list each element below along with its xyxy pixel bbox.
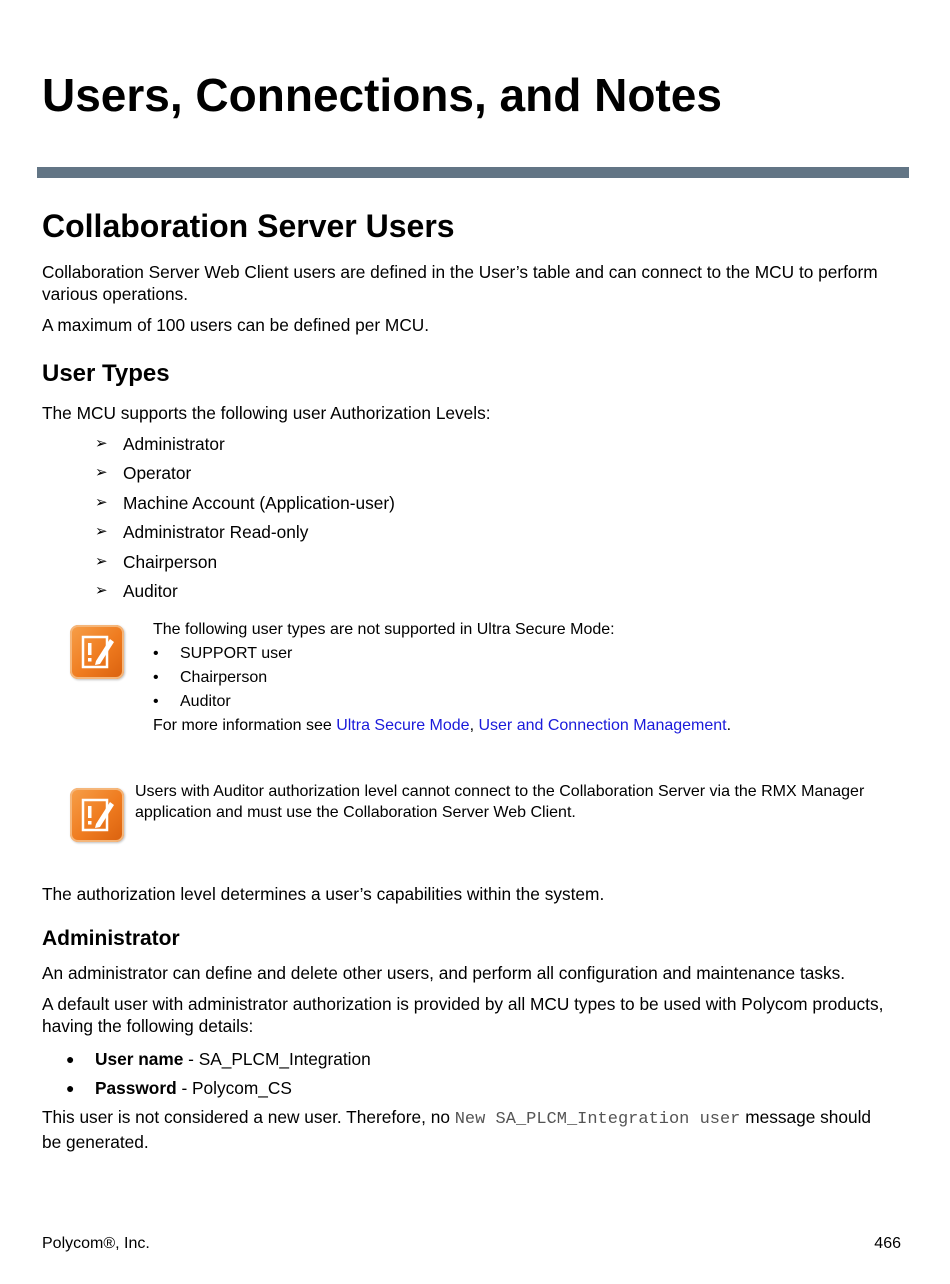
note-list [153,642,893,714]
bullet-icon: • [153,645,159,662]
closing-paragraph [42,1106,892,1153]
max-users-paragraph: A maximum of 100 users can be defined per MCU. [42,315,430,335]
intro-paragraph: Collaboration Server Web Client users are defined in the User’s table and can connect to the MCU to perform various operations. [42,262,878,304]
user-types-list [95,432,395,608]
list-item [66,1074,371,1103]
closing-prefix: This user is not considered a new user. Therefore, no [42,1107,455,1127]
note-intro: The following user types are not supported in Ultra Secure Mode: [153,621,615,638]
bullet-icon: ● [66,1080,75,1096]
default-user-details [66,1045,371,1103]
detail-label: User name [95,1049,184,1069]
note-ultra-secure [153,618,893,738]
message-code: New SA_PLCM_Integration user [454,1110,741,1129]
detail-value: - SA_PLCM_Integration [183,1049,371,1069]
arrow-bullet-icon: ➢ [95,523,108,541]
list-item-label: Administrator Read-only [123,522,309,543]
list-item-label: Auditor [180,693,231,710]
more-info-prefix: For more information see [153,717,337,734]
arrow-bullet-icon: ➢ [95,493,108,511]
user-types-heading: User Types [42,360,170,387]
bullet-icon: ● [66,1051,75,1067]
link-separator: , [469,717,479,734]
more-info-suffix: . [726,717,732,734]
user-connection-management-link[interactable]: User and Connection Management [478,717,727,734]
list-item [66,1045,371,1074]
arrow-bullet-icon: ➢ [95,552,108,570]
bullet-icon: • [153,693,159,710]
note-auditor: Users with Auditor authorization level cannot connect to the Collaboration Server via the RMX Manager application and must use the Collaboration Server Web Client. [135,783,865,821]
list-item-label: Operator [123,463,192,484]
detail-label: Password [95,1078,177,1098]
list-item [153,666,893,690]
list-item [95,491,395,520]
ultra-secure-mode-link[interactable]: Ultra Secure Mode [336,717,470,734]
default-user-paragraph: A default user with administrator authorization is provided by all MCU types to be used with Polycom products, having the following details: [42,994,884,1036]
list-item-label: Machine Account (Application-user) [123,492,395,513]
list-item [95,432,395,461]
list-item-label: Auditor [123,580,178,601]
section-title: Collaboration Server Users [42,208,455,244]
arrow-bullet-icon: ➢ [95,435,108,452]
list-item-label: Administrator [123,434,225,454]
list-item [95,579,395,608]
list-item [153,690,893,714]
authorization-paragraph: The authorization level determines a user’s capabilities within the system. [42,884,605,904]
list-item-label: Chairperson [123,551,218,572]
footer-company: Polycom®, Inc. [42,1235,150,1252]
note-more-info [153,714,893,738]
note-pencil-icon [70,788,124,842]
arrow-bullet-icon: ➢ [95,581,108,599]
closing-suffix: message should be generated. [42,1107,872,1152]
list-item [95,550,395,579]
administrator-paragraph: An administrator can define and delete other users, and perform all configuration and maintenance tasks. [42,963,846,983]
note-pencil-icon [70,625,124,679]
arrow-bullet-icon: ➢ [95,464,108,482]
list-item [95,520,395,549]
bullet-icon: • [153,669,159,686]
footer-page-number: 466 [874,1235,901,1252]
chapter-title: Users, Connections, and Notes [42,69,722,121]
list-item [153,642,893,666]
administrator-heading: Administrator [42,927,180,950]
header-rule [37,167,909,178]
list-item-label: SUPPORT user [180,645,293,662]
detail-value: - Polycom_CS [176,1078,292,1098]
list-item-label: Chairperson [180,669,268,686]
list-item [95,461,395,490]
user-types-intro: The MCU supports the following user Authorization Levels: [42,403,491,423]
